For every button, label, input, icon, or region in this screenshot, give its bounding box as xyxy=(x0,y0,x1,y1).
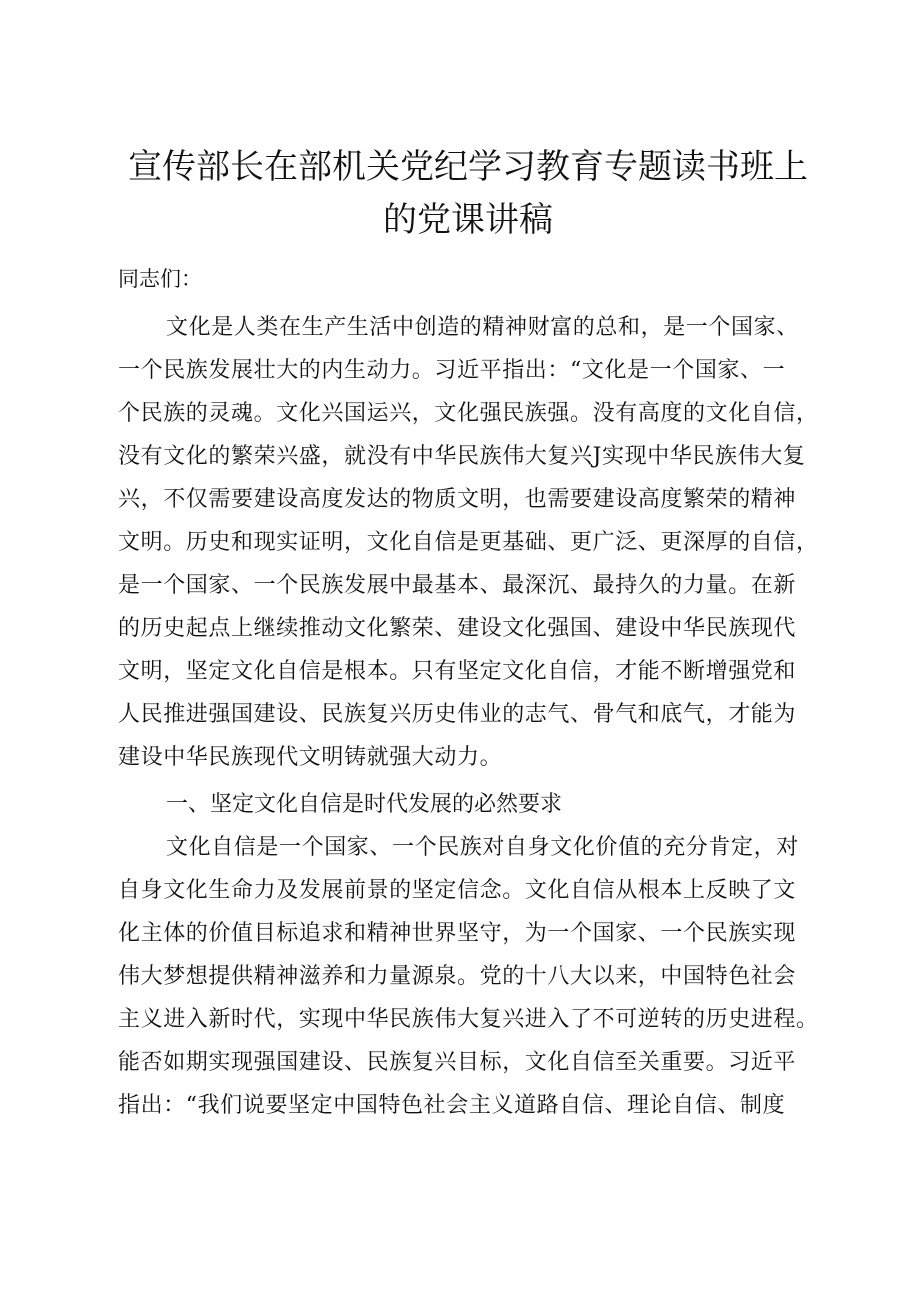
section-heading-1: 一、坚定文化自信是时代发展的必然要求 xyxy=(166,792,563,817)
paragraph-line: 一个民族发展壮大的内生动力。习近平指出：“文化是一个国家、一 xyxy=(118,358,786,383)
document-title-line-1: 宣传部长在部机关党纪学习教育专题读书班上 xyxy=(128,147,808,187)
paragraph-line: 文明，坚定文化自信是根本。只有坚定文化自信，才能不断增强党和 xyxy=(118,659,797,684)
paragraph-line: 人民推进强国建设、民族复兴历史伟业的志气、骨气和底气，才能为 xyxy=(118,702,797,727)
paragraph-line: 伟大梦想提供精神滋养和力量源泉。党的十八大以来，中国特色社会 xyxy=(118,964,797,989)
document-title-line-2: 的党课讲稿 xyxy=(383,200,553,240)
paragraph-line: 指出：“我们说要坚定中国特色社会主义道路自信、理论自信、制度 xyxy=(118,1093,786,1118)
paragraph-line: 文明。历史和现实证明，文化自信是更基础、更广泛、更深厚的自信， xyxy=(118,530,819,555)
paragraph-line: 个民族的灵魂。文化兴国运兴，文化强民族强。没有高度的文化自信， xyxy=(118,401,819,426)
paragraph-line: 的历史起点上继续推动文化繁荣、建设文化强国、建设中华民族现代 xyxy=(118,616,797,641)
paragraph-line: 自身文化生命力及发展前景的坚定信念。文化自信从根本上反映了文 xyxy=(118,878,797,903)
paragraph-line: 是一个国家、一个民族发展中最基本、最深沉、最持久的力量。在新 xyxy=(118,573,797,598)
paragraph-line: 化主体的价值目标追求和精神世界坚守，为一个国家、一个民族实现 xyxy=(118,921,797,946)
paragraph-line: 兴，不仅需要建设高度发达的物质文明，也需要建设高度繁荣的精神 xyxy=(118,487,797,512)
salutation: 同志们： xyxy=(118,267,202,291)
paragraph-line: 文化自信是一个国家、一个民族对自身文化价值的充分肯定，对 xyxy=(166,835,799,860)
paragraph-line: 主义进入新时代，实现中华民族伟大复兴进入了不可逆转的历史进程。 xyxy=(118,1007,819,1032)
paragraph-line: 没有文化的繁荣兴盛，就没有中华民族伟大复兴J实现中华民族伟大复 xyxy=(118,444,806,469)
paragraph-line: 文化是人类在生产生活中创造的精神财富的总和，是一个国家、 xyxy=(166,315,799,340)
paragraph-line: 能否如期实现强国建设、民族复兴目标，文化自信至关重要。习近平 xyxy=(118,1050,797,1075)
paragraph-line: 建设中华民族现代文明铸就强大动力。 xyxy=(118,745,503,770)
